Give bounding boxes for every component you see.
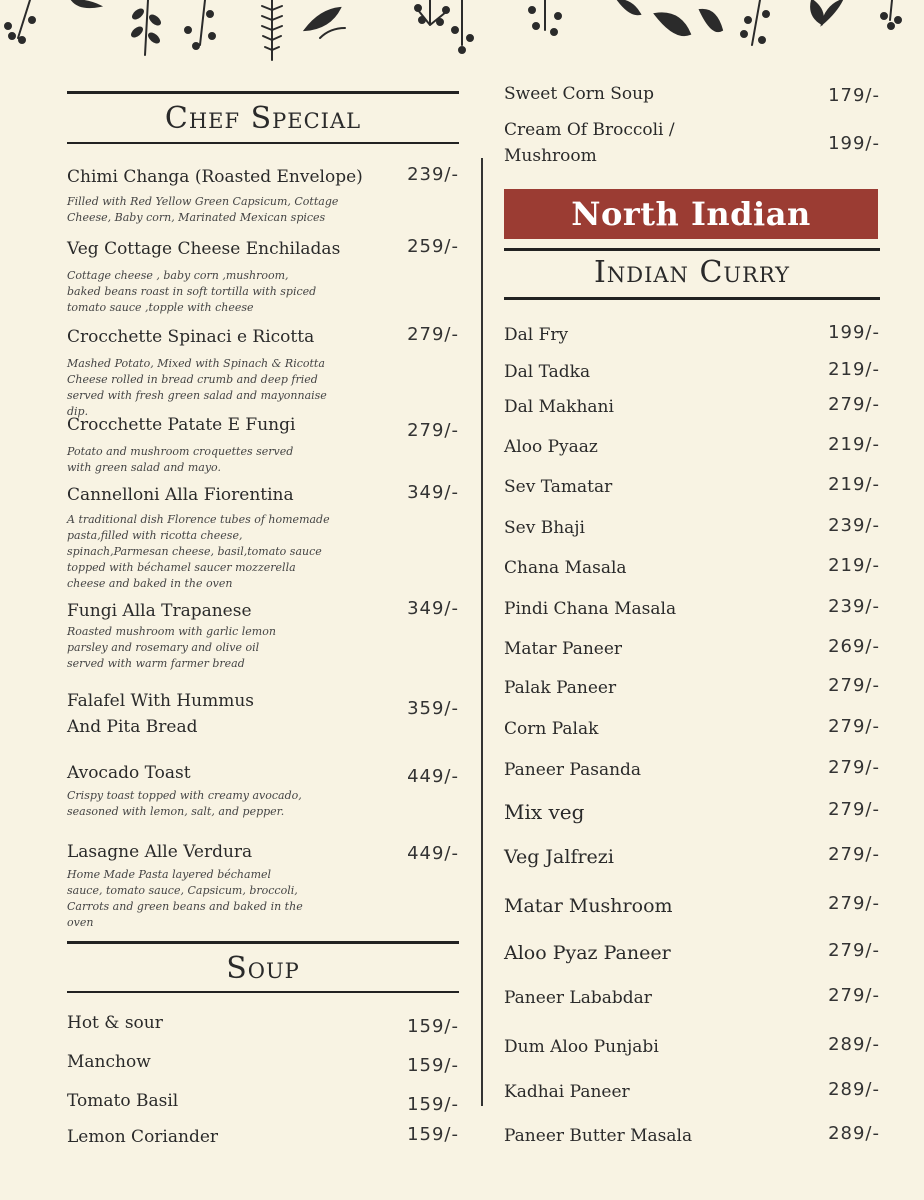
curry-top-rule xyxy=(504,248,880,251)
item-name: Cream Of Broccoli / Mushroom xyxy=(504,120,675,166)
item-name: Pindi Chana Masala xyxy=(504,599,677,619)
item-price: 219/- xyxy=(828,359,880,380)
item-name: Hot & sour xyxy=(67,1013,163,1033)
item-price: 159/- xyxy=(407,1055,459,1076)
item-price: 219/- xyxy=(828,434,880,455)
list-item xyxy=(504,985,880,1011)
list-item xyxy=(504,716,880,742)
list-item xyxy=(504,322,880,348)
item-price: 279/- xyxy=(828,799,880,820)
item-price: 279/- xyxy=(828,985,880,1006)
list-item xyxy=(504,474,880,500)
item-name: Sweet Corn Soup xyxy=(504,84,654,104)
list-item xyxy=(504,1123,880,1149)
item-name: Veg Cottage Cheese Enchiladas xyxy=(67,239,341,259)
list-item xyxy=(504,394,880,420)
item-name: Paneer Butter Masala xyxy=(504,1126,693,1146)
item-name: Crocchette Patate E Fungi xyxy=(67,415,296,435)
item-name: Avocado Toast xyxy=(67,763,191,783)
item-name: Sev Tamatar xyxy=(504,477,613,497)
item-description: Crispy toast topped with creamy avocado, seasoned with lemon, salt, and pepper. xyxy=(67,789,302,818)
item-price: 199/- xyxy=(828,322,880,343)
item-name: Kadhai Paneer xyxy=(504,1082,630,1102)
item-name: Palak Paneer xyxy=(504,678,617,698)
list-item xyxy=(504,675,880,701)
item-name: Mix veg xyxy=(504,800,585,824)
item-description: Filled with Red Yellow Green Capsicum, Cottage Cheese, Baby corn, Marinated Mexican spices xyxy=(67,195,339,224)
soup-top-rule xyxy=(67,941,459,944)
item-price: 289/- xyxy=(828,1034,880,1055)
item-name: Chana Masala xyxy=(504,558,627,578)
list-item xyxy=(504,893,880,919)
item-description: Roasted mushroom with garlic lemon parsley and rosemary and olive oil served with warm farmer bread xyxy=(67,625,276,670)
item-description: Home Made Pasta layered béchamel sauce, tomato sauce, Capsicum, broccoli, Carrots and green beans and baked in the oven xyxy=(67,868,303,929)
list-item xyxy=(504,1079,880,1105)
item-price: 349/- xyxy=(407,598,459,619)
item-price: 279/- xyxy=(407,324,459,345)
item-price: 159/- xyxy=(407,1094,459,1115)
item-price: 349/- xyxy=(407,482,459,503)
chef-special-bottom-rule xyxy=(67,142,459,144)
list-item xyxy=(67,1124,459,1150)
item-name: Tomato Basil xyxy=(67,1091,179,1111)
item-price: 219/- xyxy=(828,474,880,495)
chef-special-top-rule xyxy=(67,91,459,94)
list-item xyxy=(67,412,459,476)
item-description: Cottage cheese , baby corn ,mushroom, baked beans roast in soft tortilla with spiced tomato sauce ,topple with cheese xyxy=(67,269,317,314)
list-item xyxy=(67,324,459,420)
item-name: Cannelloni Alla Fiorentina xyxy=(67,485,294,505)
list-item xyxy=(67,164,459,226)
item-name: Dum Aloo Punjabi xyxy=(504,1037,659,1057)
list-item xyxy=(67,760,459,820)
item-description: Mashed Potato, Mixed with Spinach & Ricotta Cheese rolled in bread crumb and deep fried served with fresh green salad and mayonnaise dip. xyxy=(67,357,327,418)
item-price: 279/- xyxy=(828,716,880,737)
item-price: 279/- xyxy=(828,757,880,778)
item-name: Veg Jalfrezi xyxy=(504,846,614,868)
item-price: 279/- xyxy=(828,394,880,415)
item-price: 239/- xyxy=(828,596,880,617)
item-price: 239/- xyxy=(828,515,880,536)
list-item xyxy=(67,839,459,931)
item-name: Crocchette Spinaci e Ricotta xyxy=(67,327,315,347)
chef-special-title: Chef Special xyxy=(164,101,362,136)
list-item xyxy=(504,1034,880,1060)
item-name: Lemon Coriander xyxy=(67,1127,219,1147)
item-name: Chimi Changa (Roasted Envelope) xyxy=(67,167,363,187)
list-item xyxy=(504,434,880,460)
item-name: Dal Fry xyxy=(504,325,569,345)
list-item xyxy=(67,482,459,592)
item-price: 179/- xyxy=(828,85,880,106)
item-price: 449/- xyxy=(407,843,459,864)
list-item xyxy=(504,799,880,825)
item-price: 199/- xyxy=(828,133,880,154)
list-item xyxy=(504,596,880,622)
item-name: Paneer Lababdar xyxy=(504,988,652,1008)
item-name: Sev Bhaji xyxy=(504,518,585,538)
item-name: Matar Mushroom xyxy=(504,895,673,917)
list-item xyxy=(67,688,459,740)
item-price: 269/- xyxy=(828,636,880,657)
item-description: A traditional dish Florence tubes of homemade pasta,filled with ricotta cheese, spinach,Parmesan cheese, basil,tomato sauce topped with béchamel saucer mozzerella cheese and baked in the oven xyxy=(67,513,330,590)
item-name: Fungi Alla Trapanese xyxy=(67,601,252,621)
item-name: Manchow xyxy=(67,1052,151,1072)
item-price: 159/- xyxy=(407,1124,459,1145)
item-price: 279/- xyxy=(828,844,880,865)
item-price: 219/- xyxy=(828,555,880,576)
list-item xyxy=(67,598,459,672)
item-name: Aloo Pyaz Paneer xyxy=(504,942,671,964)
item-price: 159/- xyxy=(407,1016,459,1037)
list-item xyxy=(504,844,880,870)
list-item xyxy=(504,940,880,966)
list-item xyxy=(67,1010,459,1036)
list-item xyxy=(504,555,880,581)
item-price: 279/- xyxy=(407,420,459,441)
indian-curry-title: Indian Curry xyxy=(594,255,790,290)
item-name: Dal Makhani xyxy=(504,397,614,417)
item-name: Falafel With Hummus And Pita Bread xyxy=(67,691,255,737)
list-item xyxy=(504,636,880,662)
soup-title: Soup xyxy=(226,951,300,986)
item-price: 449/- xyxy=(407,766,459,787)
item-price: 239/- xyxy=(407,164,459,185)
list-item xyxy=(67,1049,459,1075)
item-price: 289/- xyxy=(828,1079,880,1100)
curry-bottom-rule xyxy=(504,297,880,300)
list-item xyxy=(67,236,459,316)
soup-bottom-rule xyxy=(67,991,459,993)
north-indian-banner: North Indian xyxy=(504,189,878,239)
list-item xyxy=(67,1088,459,1114)
item-price: 289/- xyxy=(828,1123,880,1144)
list-item xyxy=(504,117,880,169)
item-description: Potato and mushroom croquettes served with green salad and mayo. xyxy=(67,445,294,474)
item-name: Aloo Pyaaz xyxy=(504,437,598,457)
item-name: Lasagne Alle Verdura xyxy=(67,842,253,862)
list-item xyxy=(504,359,880,385)
list-item xyxy=(504,515,880,541)
item-name: Corn Palak xyxy=(504,719,599,739)
item-price: 359/- xyxy=(407,698,459,719)
column-divider xyxy=(481,158,483,1106)
item-name: Dal Tadka xyxy=(504,362,591,382)
botanical-border-decoration xyxy=(0,0,924,70)
item-price: 259/- xyxy=(407,236,459,257)
item-name: Matar Paneer xyxy=(504,639,623,659)
item-price: 279/- xyxy=(828,675,880,696)
list-item xyxy=(504,81,880,107)
item-price: 279/- xyxy=(828,940,880,961)
item-price: 279/- xyxy=(828,893,880,914)
list-item xyxy=(504,757,880,783)
item-name: Paneer Pasanda xyxy=(504,760,642,780)
